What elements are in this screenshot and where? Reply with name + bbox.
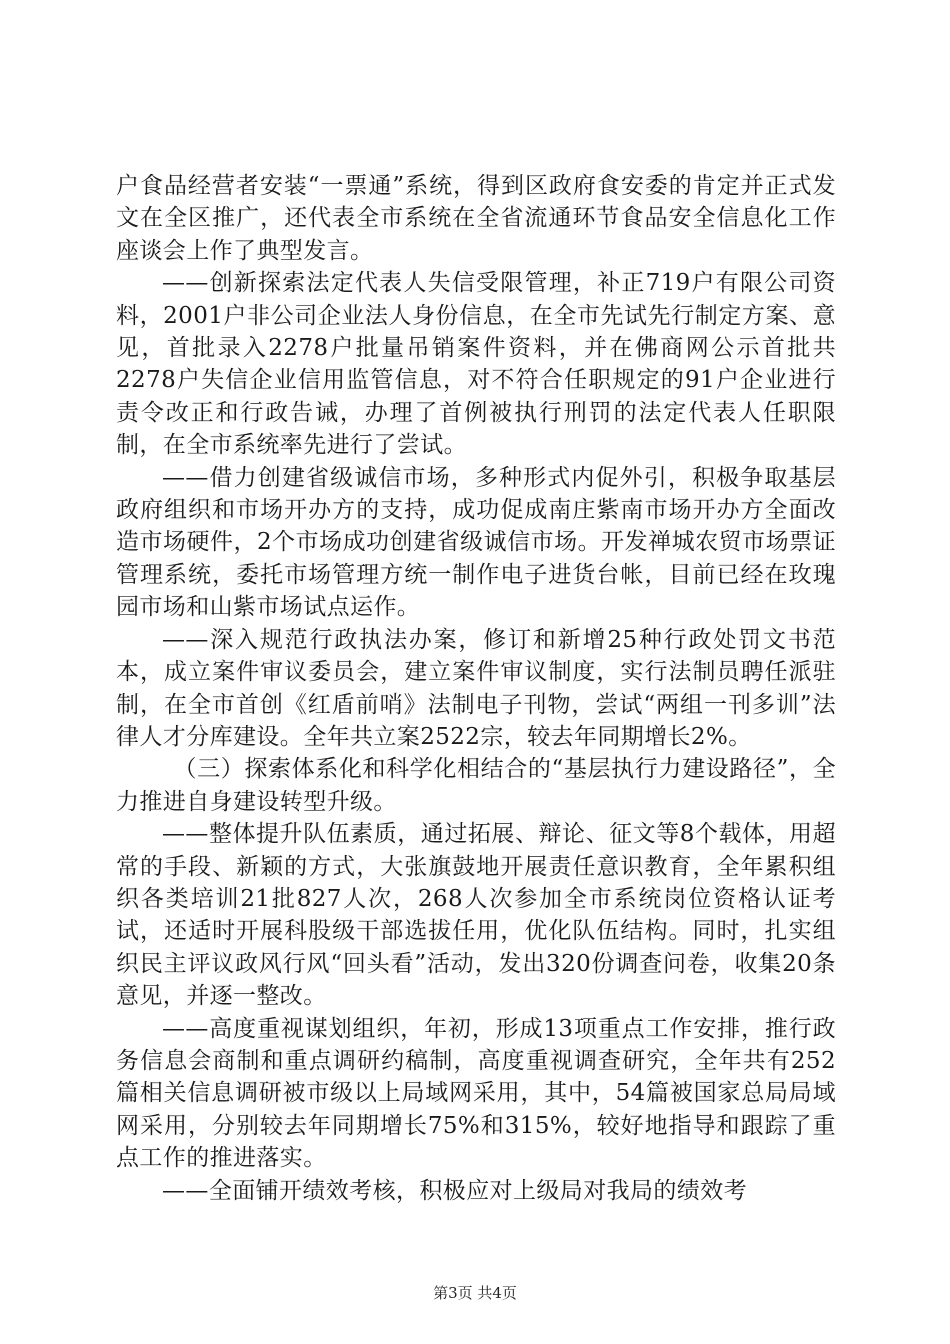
paragraph-legal-representative: ——创新探索法定代表人失信受限管理，补正719户有限公司资料，2001户非公司企业法人身份信息，在全市先试先行制定方案、意见，首批录入2278户批量吊销案件资料，并在佛商网公示首批共2278户失信企业信用监管信息，对不符合任职规定的91户企业进行责令改正和行政告诫，办理了首例被执行刑罚的法定代表人任职限制，在全市系统率先进行了尝试。 xyxy=(116,270,836,459)
document-body xyxy=(116,170,836,1207)
paragraph-performance: ——全面铺开绩效考核，积极应对上级局对我局的绩效考 xyxy=(162,1177,747,1204)
paragraph-planning: ——高度重视谋划组织，年初，形成13项重点工作安排，推行政务信息会商制和重点调研约稿制，高度重视调查研究，全年共有252篇相关信息调研被市级以上局域网采用，其中，54篇被国家总局局域网采用，分别较去年同期增长75%和315%，较好地指导和跟踪了重点工作的推进落实。 xyxy=(116,1015,836,1172)
paragraph-integrity-market: ——借力创建省级诚信市场，多种形式内促外引，积极争取基层政府组织和市场开办方的支持，成功促成南庄紫南市场开办方全面改造市场硬件，2个市场成功创建省级诚信市场。开发禅城农贸市场票证管理系统，委托市场管理方统一制作电子进货台帐，目前已经在玫瑰园市场和山紫市场试点运作。 xyxy=(116,464,836,621)
paragraph-law-enforcement: ——深入规范行政执法办案，修订和新增25种行政处罚文书范本，成立案件审议委员会，建立案件审议制度，实行法制员聘任派驻制，在全市首创《红盾前哨》法制电子刊物，尝试“两组一刊多训”法律人才分库建设。全年共立案2522宗，较去年同期增长2%。 xyxy=(116,626,836,750)
section-heading-3: （三）探索体系化和科学化相结合的“基层执行力建设路径”，全力推进自身建设转型升级。 xyxy=(116,756,836,815)
page-number: 第3页 共4页 xyxy=(433,1284,517,1302)
paragraph-continuation: 户食品经营者安装“一票通”系统，得到区政府食安委的肯定并正式发文在全区推广，还代表全市系统在全省流通环节食品安全信息化工作座谈会上作了典型发言。 xyxy=(116,173,836,264)
page-footer xyxy=(0,1283,950,1303)
paragraph-team-quality: ——整体提升队伍素质，通过拓展、辩论、征文等8个载体，用超常的手段、新颖的方式，大张旗鼓地开展责任意识教育，全年累积组织各类培训21批827人次，268人次参加全市系统岗位资格认证考试，还适时开展科股级干部选拔任用，优化队伍结构。同时，扎实组织民主评议政风行风“回头看”活动，发出320份调查问卷，收集20条意见，并逐一整改。 xyxy=(116,821,836,1010)
